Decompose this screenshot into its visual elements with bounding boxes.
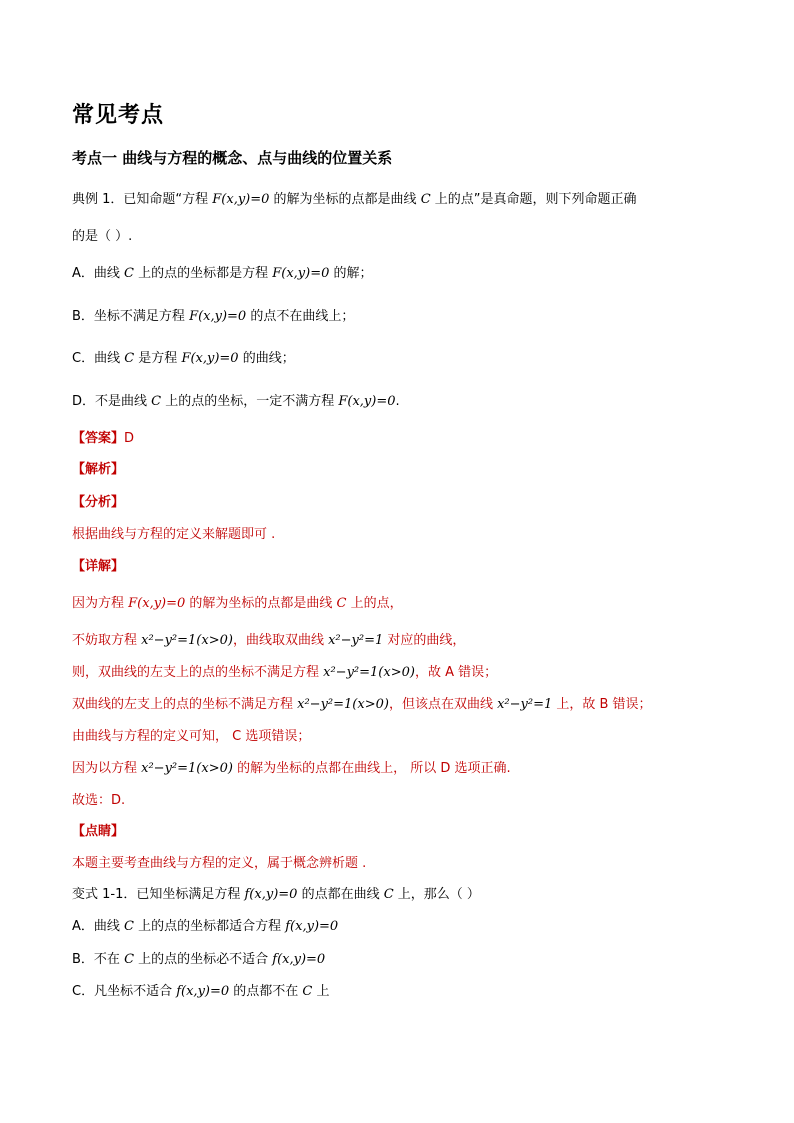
text: 上的点的坐标都适合方程 [133,919,286,934]
text: 上，故 B 错误； [552,697,652,712]
text: 因为方程 [72,596,129,611]
dianjing-label: 【点睛】 [72,824,125,839]
math-symbol: C [302,984,313,999]
text: 上的点的坐标都是方程 [133,266,273,281]
text: ，故 A 错误； [414,665,498,680]
math-expression: f(x,y)=0 [244,887,298,902]
text: . [395,394,400,409]
math-expression: F(x,y)=0 [189,309,247,324]
text: 变式 1-1．已知坐标满足方程 [72,887,245,902]
variant-option-b [72,951,325,969]
math-expression: x²−y²=1(x>0) [141,761,233,776]
text: 不妨取方程 [72,633,142,648]
answer-label: 【答案】 [72,431,125,446]
math-symbol: C [420,192,431,207]
answer-value: D [124,431,135,446]
math-expression: f(x,y)=0 [272,952,326,967]
text: 是方程 [134,351,182,366]
text: 的点都不在 [229,984,303,999]
math-symbol: C [124,919,134,934]
math-expression: F(x,y)=0 [338,394,396,409]
math-expression: f(x,y)=0 [176,984,230,999]
detail-line-1 [72,595,403,613]
variant-option-c [72,983,330,1001]
math-expression: F(x,y)=0 [212,192,270,207]
detail-line-5: 由曲线与方程的定义可知， C 选项错误； [72,729,311,744]
text: A．曲线 [72,919,125,934]
text: 上，那么（ ） [393,887,480,902]
math-expression: x²−y²=1 [328,633,384,648]
text: A．曲线 [72,266,125,281]
option-a [72,265,373,283]
detail-line-4 [72,696,652,714]
math-symbol: C [124,266,134,281]
option-d [72,393,400,411]
example-question-line-1 [72,191,637,209]
variant-option-a [72,918,338,936]
text: 上 [312,984,330,999]
text: 的曲线； [238,351,295,366]
analysis-label: 【解析】 [72,462,125,477]
math-expression: F(x,y)=0 [128,596,186,611]
math-expression: x²−y²=1(x>0) [297,697,389,712]
text: 双曲线的左支上的点的坐标不满足方程 [72,697,298,712]
text: 的解为坐标的点都是曲线 [185,596,337,611]
detail-label: 【详解】 [72,559,125,574]
text: C．凡坐标不适合 [72,984,177,999]
fenxi-text: 根据曲线与方程的定义来解题即可 . [72,527,276,542]
text: 因为以方程 [72,761,142,776]
text: B．坐标不满足方程 [72,309,190,324]
text: ，但该点在双曲线 [388,697,498,712]
text: 上的点的坐标必不适合 [134,952,273,967]
fenxi-label: 【分析】 [72,495,125,510]
example-question-line-2: 的是（ ）. [72,229,133,244]
math-expression: F(x,y)=0 [181,351,239,366]
answer-row [72,430,134,448]
text: 典例 1．已知命题“方程 [72,192,213,207]
text: 上的点”是真命题，则下列命题正确 [430,192,637,207]
math-symbol: C [124,351,135,366]
text: 的解； [329,266,373,281]
variant-question [72,886,480,904]
text: 对应的曲线， [383,633,466,648]
detail-line-2 [72,632,465,650]
math-expression: x²−y²=1 [497,697,553,712]
math-expression: x²−y²=1(x>0) [323,665,415,680]
math-expression: F(x,y)=0 [272,266,330,281]
math-expression: x²−y²=1(x>0) [141,633,233,648]
page-title: 常见考点 [72,103,165,128]
detail-line-6 [72,760,511,778]
dianjing-text: 本题主要考查曲线与方程的定义，属于概念辨析题 . [72,856,367,871]
text: B．不在 [72,952,125,967]
math-symbol: C [383,887,394,902]
text: 的点不在曲线上； [246,309,355,324]
text: 的点都在曲线 [297,887,384,902]
math-expression: f(x,y)=0 [285,919,339,934]
detail-line-7: 故选：D. [72,793,126,808]
text: 则，双曲线的左支上的点的坐标不满足方程 [72,665,324,680]
detail-line-3 [72,664,497,682]
text: C．曲线 [72,351,125,366]
option-b [72,308,354,326]
text: D．不是曲线 [72,394,152,409]
math-symbol: C [151,394,162,409]
math-symbol: C [336,596,347,611]
text: 的解为坐标的点都是曲线 [269,192,421,207]
text: ，曲线取双曲线 [232,633,329,648]
text: 的解为坐标的点都在曲线上， 所以 D 选项正确. [232,761,511,776]
section-title: 考点一 曲线与方程的概念、点与曲线的位置关系 [72,149,393,167]
text: 上的点， [346,596,403,611]
option-c [72,350,295,368]
text: 上的点的坐标，一定不满方程 [161,394,339,409]
math-symbol: C [124,952,135,967]
